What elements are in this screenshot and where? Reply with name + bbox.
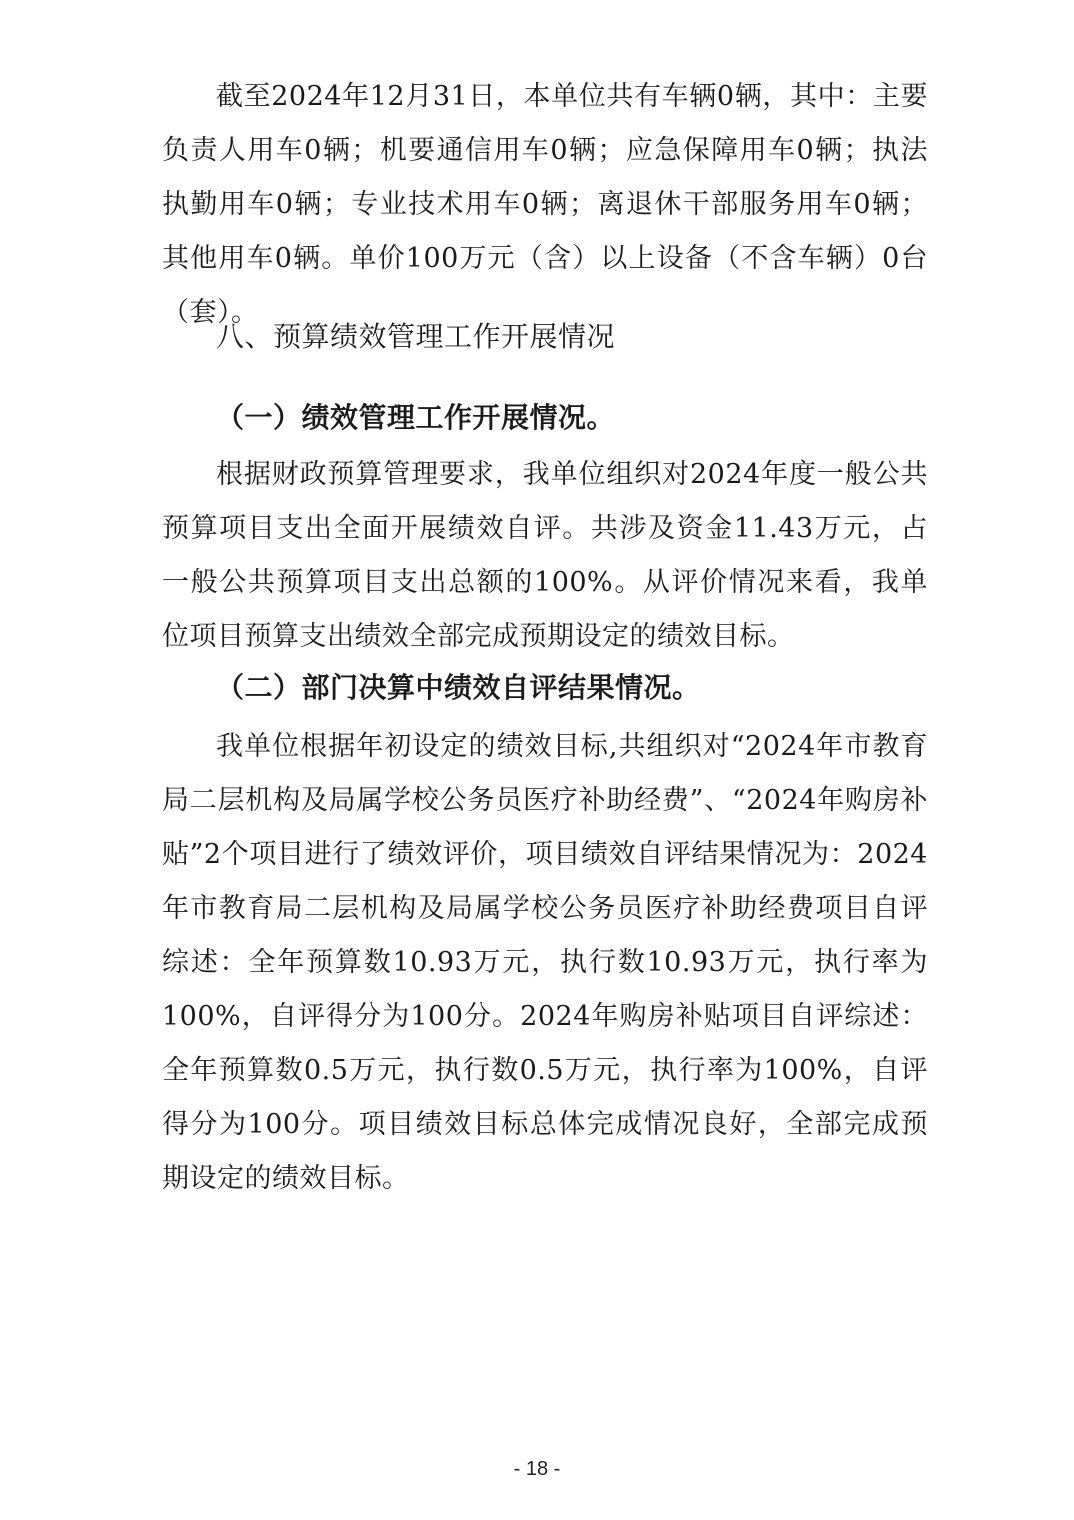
performance-management-paragraph: 根据财政预算管理要求，我单位组织对2024年度一般公共预算项目支出全面开展绩效自评。共涉及资金11.43万元，占一般公共预算项目支出总额的100%。从评价情况来看，我单位项目预算支出绩效全部完成预期设定的绩效目标。 bbox=[162, 459, 928, 652]
subheading-self-evaluation-results: （二）部门决算中绩效自评结果情况。 bbox=[216, 671, 701, 704]
vehicles-paragraph: 截至2024年12月31日，本单位共有车辆0辆，其中：主要负责人用车0辆；机要通信用车0辆；应急保障用车0辆；执法执勤用车0辆；专业技术用车0辆；离退休干部服务用车0辆；其他用车0辆。单价100万元（含）以上设备（不含车辆）0台（套）。 bbox=[162, 81, 928, 328]
self-evaluation-paragraph: 我单位根据年初设定的绩效目标,共组织对“2024年市教育局二层机构及局属学校公务员医疗补助经费”、“2024年购房补贴”2个项目进行了绩效评价，项目绩效自评结果情况为：2024年市教育局二层机构及局属学校公务员医疗补助经费项目自评综述：全年预算数10.93万元，执行数10.93万元，执行率为100%，自评得分为100分。2024年购房补贴项目自评综述：全年预算数0.5万元，执行数0.5万元，执行率为100%，自评得分为100分。项目绩效目标总体完成情况良好，全部完成预期设定的绩效目标。 bbox=[162, 731, 928, 1194]
page-number: - 18 - bbox=[513, 1458, 561, 1480]
subheading-performance-management: （一）绩效管理工作开展情况。 bbox=[216, 401, 616, 434]
vehicles-paragraph-block bbox=[162, 70, 928, 340]
performance-management-paragraph-block bbox=[162, 448, 928, 664]
self-evaluation-paragraph-block bbox=[162, 720, 928, 1206]
section-heading-budget-performance: 八、预算绩效管理工作开展情况 bbox=[216, 320, 616, 353]
